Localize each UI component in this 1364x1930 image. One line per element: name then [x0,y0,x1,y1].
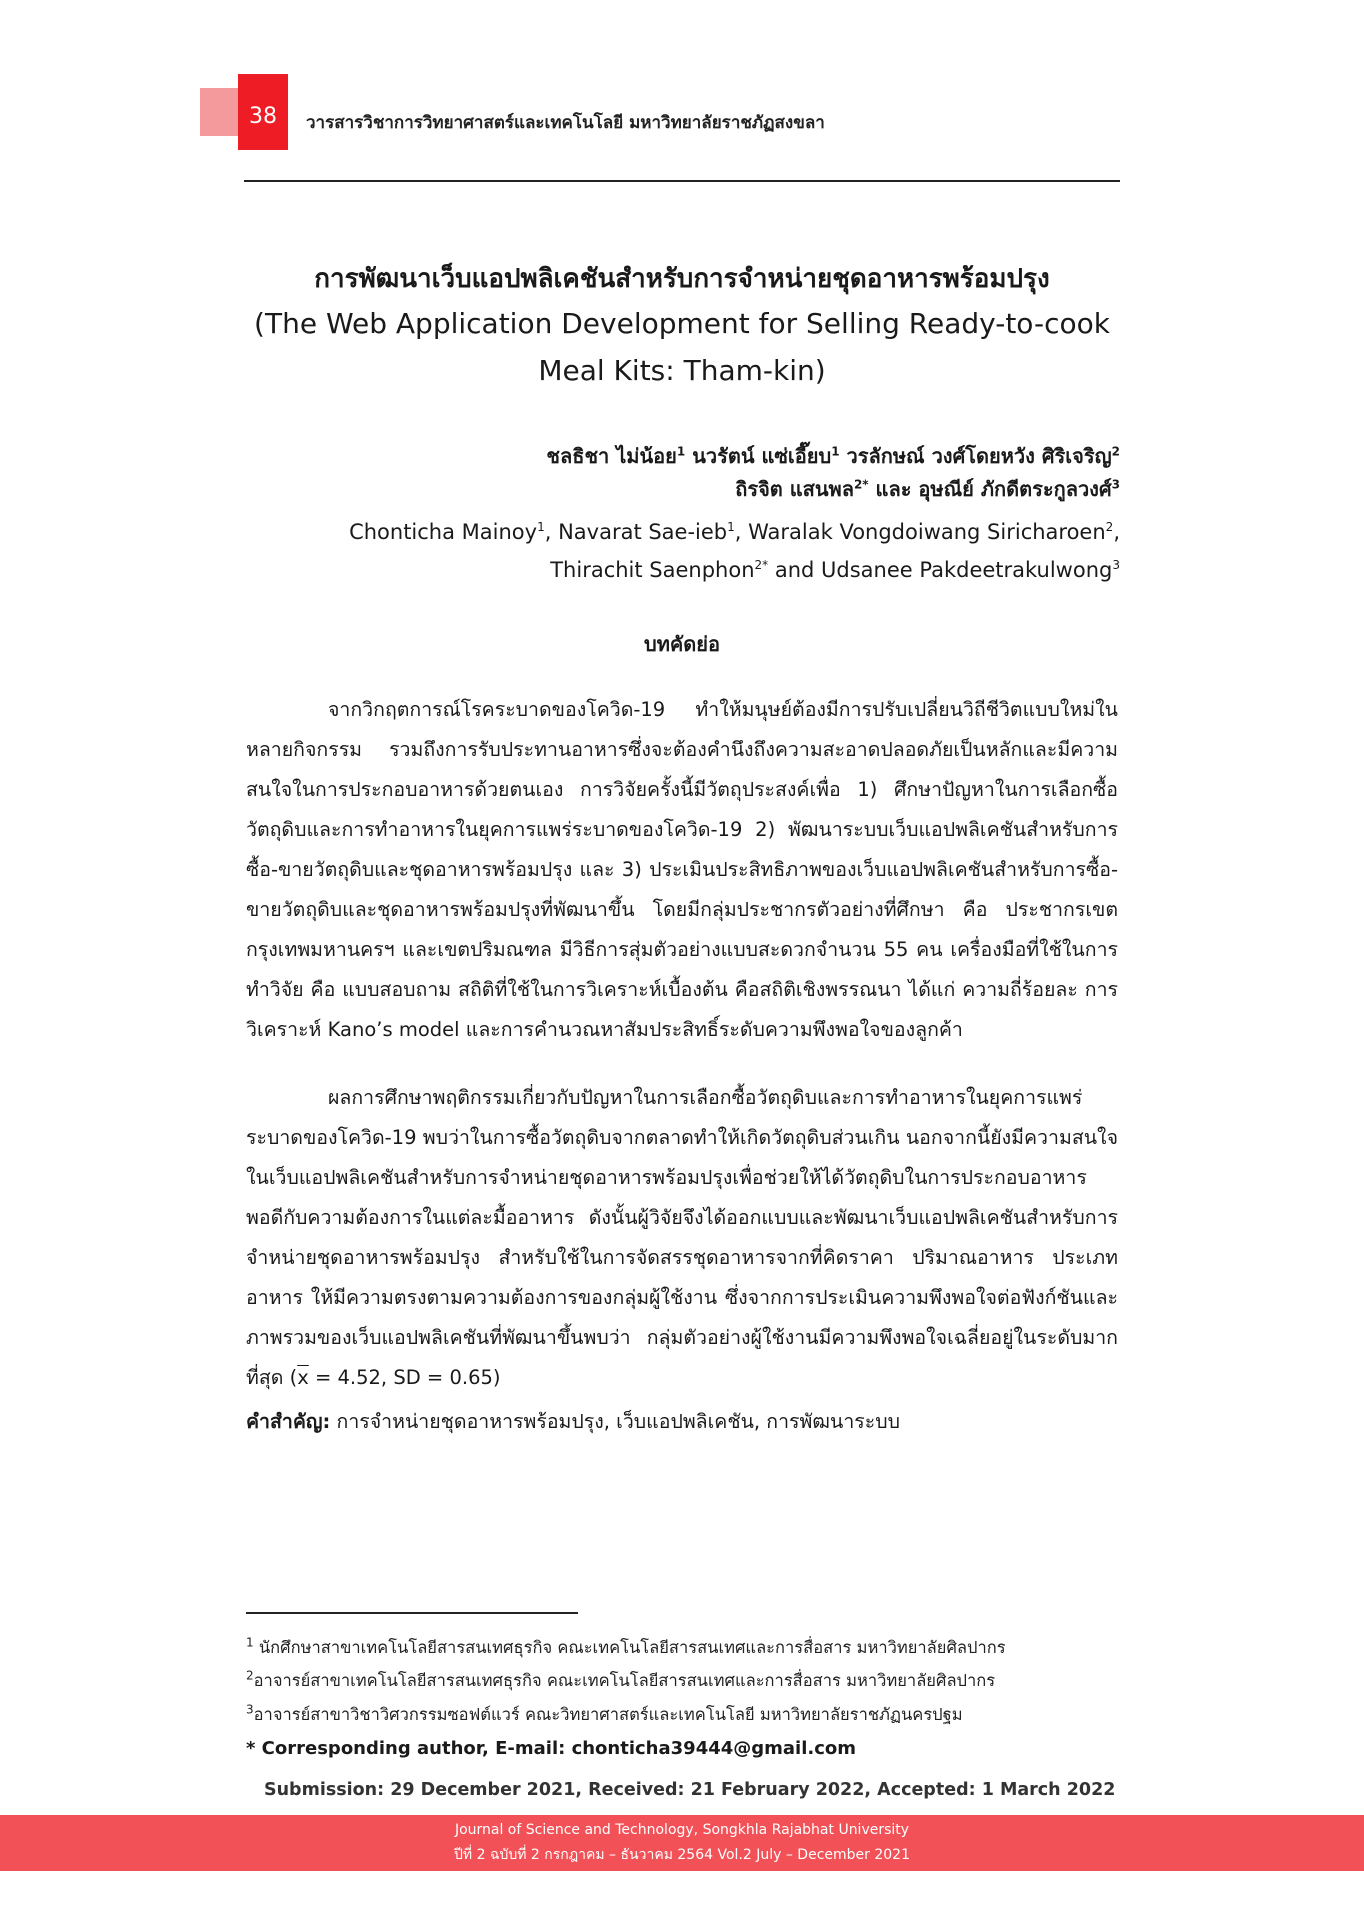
author-affiliation: 2* [754,558,769,572]
abstract-paragraph-1 [246,690,1118,1050]
footnote-2 [246,1668,995,1694]
title-english-line2: Meal Kits: Tham-kin) [538,354,826,387]
abstract-statistics: = 4.52, SD = 0.65) [308,1366,501,1389]
footnote-mark: 3 [246,1702,254,1717]
author-affiliation: 2 [1111,444,1120,459]
footnote-text: อาจารย์สาขาเทคโนโลยีสารสนเทศธุรกิจ คณะเทคโนโลยีสารสนเทศและการสื่อสาร มหาวิทยาลัยศิลปากร [253,1671,996,1690]
footer-volume-info: ปีที่ 2 ฉบับที่ 2 กรกฎาคม – ธันวาคม 2564 Vol.2 July – December 2021 [454,1847,910,1863]
footer-journal-name: Journal of Science and Technology, Songkhla Rajabhat University [454,1822,910,1838]
author-affiliation: 2* [853,477,869,492]
journal-header-title: วารสารวิชาการวิทยาศาสตร์และเทคโนโลยี มหาวิทยาลัยราชภัฏสงขลา [306,113,825,133]
title-english [244,300,1120,394]
author-name: , Waralak Vongdoiwang Siricharoen [734,520,1106,544]
author-name: และ อุษณีย์ ภักดีตระกูลวงศ์ [875,477,1112,501]
footnote-text: อาจารย์สาขาวิชาวิศวกรรมซอฟต์แวร์ คณะวิทยาศาสตร์และเทคโนโลยี มหาวิทยาลัยราชภัฏนครปฐม [253,1705,963,1724]
author-name: Thirachit Saenphon [550,558,755,582]
author-name: and Udsanee Pakdeetrakulwong [768,558,1113,582]
author-affiliation: 1 [727,520,735,534]
title-thai: การพัฒนาเว็บแอปพลิเคชันสำหรับการจำหน่ายชุดอาหารพร้อมปรุง [314,264,1050,294]
author-name: Chonticha Mainoy [349,520,538,544]
title-english-line1: (The Web Application Development for Selling Ready-to-cook [254,307,1110,340]
author-name: นวรัตน์ แซ่เอี๊ยบ [692,444,832,468]
author-affiliation: 2 [1105,520,1114,534]
corresponding-author: * Corresponding author, E-mail: chonticha39444@gmail.com [246,1738,857,1759]
author-affiliation: 3 [1112,558,1120,572]
keywords [246,1406,900,1437]
abstract-paragraph-1-text: จากวิกฤตการณ์โรคระบาดของโควิด-19 ทำให้มนุษย์ต้องมีการปรับเปลี่ยนวิถีชีวิตแบบใหม่ในหลายกิจกรรม รวมถึงการรับประทานอาหารซึ่งจะต้องคำนึงถึงความสะอาดปลอดภัยเป็นหลักและมีความสนใจในการประกอบอาหารด้วยตนเอง การวิจัยครั้งนี้มีวัตถุประสงค์เพื่อ 1) ศึกษาปัญหาในการเลือกซื้อวัตถุดิบและการทำอาหารในยุคการแพร่ระบาดของโควิด-19 2) พัฒนาระบบเว็บแอปพลิเคชันสำหรับการซื้อ-ขายวัตถุดิบและชุดอาหารพร้อมปรุง และ 3) ประเมินประสิทธิภาพของเว็บแอปพลิเคชันสำหรับการซื้อ-ขายวัตถุดิบและชุดอาหารพร้อมปรุงที่พัฒนาขึ้น โดยมีกลุ่มประชากรตัวอย่างที่ศึกษา คือ ประชากรเขตกรุงเทพมหานครฯ และเขตปริมณฑล มีวิธีการสุ่มตัวอย่างแบบสะดวกจำนวน 55 คน เครื่องมือที่ใช้ในการทำวิจัย คือ แบบสอบถาม สถิติที่ใช้ในการวิเคราะห์เบื้องต้น คือสถิติเชิงพรรณนา ได้แก่ ความถี่ร้อยละ การวิเคราะห์ Kano’s model และการคำนวณหาสัมประสิทธิ์ระดับความพึงพอใจของลูกค้า [246,698,1118,1041]
header-divider [244,180,1120,182]
author-name: วรลักษณ์ วงศ์โดยหวัง ศิริเจริญ [846,444,1112,468]
author-affiliation: 1 [537,520,545,534]
author-separator: , [1113,520,1120,544]
abstract-paragraph-2-text: ผลการศึกษาพฤติกรรมเกี่ยวกับปัญหาในการเลือกซื้อวัตถุดิบและการทำอาหารในยุคการแพร่ระบาดของโควิด-19 พบว่าในการซื้อวัตถุดิบจากตลาดทำให้เกิดวัตถุดิบส่วนเกิน นอกจากนี้ยังมีความสนใจในเว็บแอปพลิเคชันสำหรับการจำหน่ายชุดอาหารพร้อมปรุงเพื่อช่วยให้ได้วัตถุดิบในการประกอบอาหารพอดีกับความต้องการในแต่ละมื้ออาหาร ดังนั้นผู้วิจัยจึงได้ออกแบบและพัฒนาเว็บแอปพลิเคชันสำหรับการจำหน่ายชุดอาหารพร้อมปรุง สำหรับใช้ในการจัดสรรชุดอาหารจากที่คิดราคา ปริมาณอาหาร ประเภทอาหาร ให้มีความตรงตามความต้องการของกลุ่มผู้ใช้งาน ซึ่งจากการประเมินความพึงพอใจต่อฟังก์ชันและภาพรวมของเว็บแอปพลิเคชันที่พัฒนาขึ้นพบว่า กลุ่มตัวอย่างผู้ใช้งานมีความพึงพอใจเฉลี่ยอยู่ในระดับมากที่สุด ( [246,1086,1118,1389]
abstract-heading: บทคัดย่อ [644,632,720,656]
authors-thai-line1 [546,440,1120,472]
page-number: 38 [249,104,277,129]
mean-symbol: $\overline{x}$ [297,1366,309,1389]
author-name: ถิรจิต แสนพล [735,477,854,501]
author-affiliation: 1 [676,444,686,459]
footnote-1 [246,1635,1006,1661]
footnote-divider [246,1612,578,1614]
keywords-label: คำสำคัญ: [246,1410,331,1433]
submission-dates: Submission: 29 December 2021, Received: 21 February 2022, Accepted: 1 March 2022 [264,1780,1116,1800]
author-affiliation: 1 [831,444,840,459]
footnote-mark: 1 [246,1635,254,1650]
author-name: , Navarat Sae-ieb [544,520,728,544]
keywords-text: การจำหน่ายชุดอาหารพร้อมปรุง, เว็บแอปพลิเคชัน, การพัฒนาระบบ [330,1410,900,1433]
footnote-mark: 2 [246,1668,254,1683]
author-name: ชลธิชา ไม่น้อย [546,444,677,468]
footnote-3 [246,1702,963,1728]
footnote-text: นักศึกษาสาขาเทคโนโลยีสารสนเทศธุรกิจ คณะเทคโนโลยีสารสนเทศและการสื่อสาร มหาวิทยาลัยศิลปากร [253,1638,1006,1657]
author-affiliation: 3 [1111,477,1120,492]
authors-english-line1 [349,520,1120,544]
abstract-paragraph-2 [246,1078,1118,1398]
page-number-tab-light [200,88,240,136]
authors-english-line2 [550,558,1120,582]
authors-thai-line2 [735,473,1120,505]
